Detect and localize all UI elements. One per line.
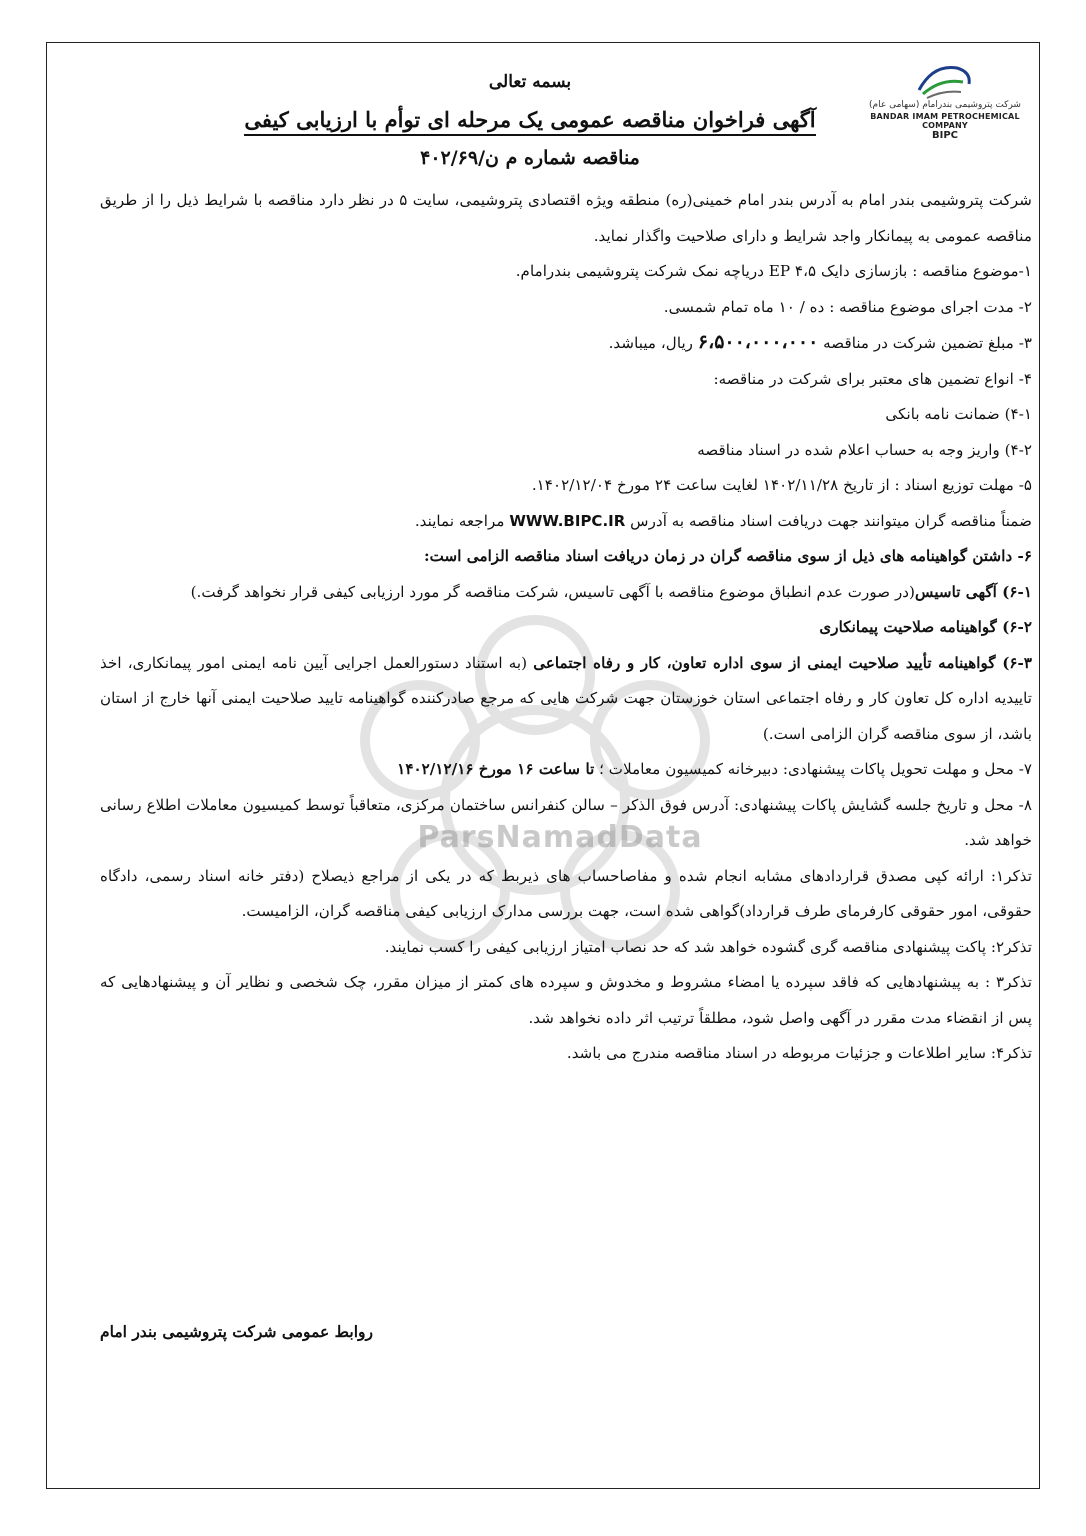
item-6-1 bbox=[100, 575, 1032, 611]
note-2: تذکر۲: پاکت پیشنهادی مناقصه گری گشوده خواهد شد که حد نصاب امتیاز ارزیابی کیفی را کسب نمایند. bbox=[384, 937, 1032, 956]
website-pre: ضمناً مناقصه گران میتوانند جهت دریافت اسناد مناقصه به آدرس bbox=[630, 511, 1032, 530]
note-1: تذکر۱: ارائه کپی مصدق قراردادهای مشابه انجام شده و مفاصاحساب های ذیربط که در یکی از مراجع ذیصلاح (دفتر خانه اسناد رسمی، دادگاه حقوقی، امور حقوقی کارفرمای طرف قرارداد)گواهی شده است، جهت بررسی مدارک ارزیابی کیفی مناقصه گران، الزامیست. bbox=[100, 866, 1032, 920]
item-6-2: ۶-۲) گواهینامه صلاحیت پیمانکاری bbox=[819, 618, 1032, 636]
note-3: تذکر۳ : به پیشنهادهایی که فاقد سپرده یا امضاء مشروط و مخدوش و سپرده های کمتر از میزان مقرر، چک شخصی و نظایر آن و پیشنهادهایی که پس از انقضاء مدت مقرر در آگهی واصل شود، مطلقاً ترتیب اثر داده نخواهد شد. bbox=[100, 973, 1032, 1027]
page-title bbox=[200, 107, 860, 132]
bismillah: بسمه تعالی bbox=[488, 72, 572, 92]
item-4: ۴- انواع تضمین های معتبر برای شرکت در مناقصه: bbox=[713, 369, 1032, 388]
item-7-pre: ۷- محل و مهلت تحویل پاکات پیشنهادی: دبیرخانه کمیسیون معاملات ؛ bbox=[599, 760, 1032, 778]
item-3-post: ریال، میباشد. bbox=[608, 334, 694, 352]
website-link[interactable]: WWW.BIPC.IR bbox=[509, 511, 626, 530]
logo-abbr: BIPC bbox=[931, 130, 958, 141]
item-4-1: ۴-۱) ضمانت نامه بانکی bbox=[885, 405, 1032, 423]
item-6: ۶- داشتن گواهینامه های ذیل از سوی مناقصه گران در زمان دریافت اسناد مناقصه الزامی است: bbox=[424, 547, 1032, 565]
announcement-body bbox=[100, 183, 1032, 1072]
item-6-3-rest: (به استناد دستورالعمل اجرایی آیین نامه ایمنی امور پیمانکاری، اخذ تاییدیه اداره کل تعاون کار و رفاه اجتماعی استان خوزستان جهت شرکت هایی که مرجع صادرکننده گواهینامه تایید صلاحیت ایمنی آنها خارج از استان باشد، از سوی مناقصه گران الزامی است.) bbox=[100, 653, 1032, 743]
footer-signature: روابط عمومی شرکت پتروشیمی بندر امام bbox=[100, 1322, 373, 1341]
guarantee-amount: ۶،۵۰۰،۰۰۰،۰۰۰ bbox=[697, 331, 819, 353]
item-6-1-rest: (در صورت عدم انطباق موضوع مناقصه با آگهی تاسیس، شرکت مناقصه گر مورد ارزیابی کیفی قرار نخواهد گرفت.) bbox=[190, 582, 915, 601]
item-6-3 bbox=[100, 646, 1032, 753]
intro-paragraph: شرکت پتروشیمی بندر امام به آدرس بندر امام خمینی(ره) منطقه ویژه اقتصادی پتروشیمی، سایت ۵ در نظر دارد مناقصه با شرایط ذیل را از طریق مناقصه عمومی به پیمانکار واجد شرایط و دارای صلاحیت واگذار نماید. bbox=[100, 191, 1032, 245]
website-line bbox=[100, 504, 1032, 540]
page-title-text: آگهی فراخوان مناقصه عمومی یک مرحله ای توأم با ارزیابی کیفی bbox=[244, 107, 815, 136]
item-3 bbox=[100, 325, 1032, 362]
tender-number: مناقصه شماره م ن/۴۰۲/۶۹ bbox=[420, 147, 640, 169]
item-1: ۱-موضوع مناقصه : بازسازی دایک EP ۴،۵ دریاچه نمک شرکت پتروشیمی بندرامام. bbox=[515, 262, 1032, 280]
website-post: مراجعه نمایند. bbox=[414, 511, 505, 530]
bipc-logo-icon bbox=[913, 60, 977, 100]
item-2: ۲- مدت اجرای موضوع مناقصه : ده / ۱۰ ماه تمام شمسی. bbox=[663, 297, 1032, 316]
logo-name-fa: شرکت پتروشیمی بندرامام (سهامی عام) bbox=[869, 100, 1021, 110]
item-6-3-bold: ۶-۳) گواهینامه تأیید صلاحیت ایمنی از سوی اداره تعاون، کار و رفاه اجتماعی bbox=[533, 653, 1033, 672]
item-4-2: ۴-۲) واریز وجه به حساب اعلام شده در اسناد مناقصه bbox=[697, 440, 1032, 459]
item-6-1-bold: ۶-۱) آگهی تاسیس bbox=[914, 582, 1032, 601]
company-logo bbox=[860, 60, 1030, 170]
item-3-pre: ۳- مبلغ تضمین شرکت در مناقصه bbox=[823, 334, 1032, 352]
note-4: تذکر۴: سایر اطلاعات و جزئیات مربوطه در اسناد مناقصه مندرج می باشد. bbox=[566, 1044, 1032, 1062]
watermark-text: ParsNamadData bbox=[417, 820, 703, 855]
logo-name-en: BANDAR IMAM PETROCHEMICAL COMPANY bbox=[870, 112, 1020, 130]
item-8: ۸- محل و تاریخ جلسه گشایش پاکات پیشنهادی: آدرس فوق الذکر – سالن کنفرانس ساختمان مرکزی، متعاقباً توسط کمیسیون معاملات اطلاع رسانی خواهد شد. bbox=[100, 795, 1032, 849]
item-7 bbox=[100, 752, 1032, 788]
item-5: ۵- مهلت توزیع اسناد : از تاریخ ۱۴۰۲/۱۱/۲۸ لغایت ساعت ۲۴ مورخ ۱۴۰۲/۱۲/۰۴. bbox=[531, 476, 1032, 494]
item-7-deadline: تا ساعت ۱۶ مورخ ۱۴۰۲/۱۲/۱۶ bbox=[397, 760, 595, 778]
